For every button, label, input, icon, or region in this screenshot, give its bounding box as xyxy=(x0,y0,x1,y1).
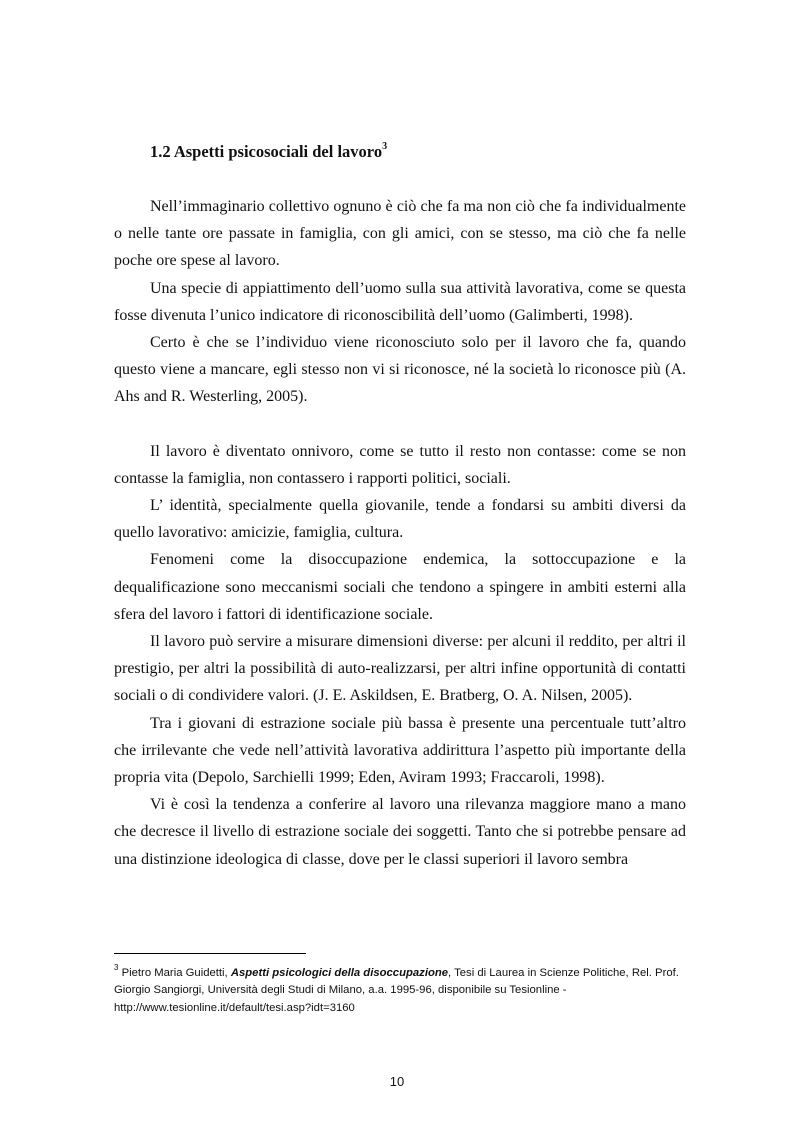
footnote-title: Aspetti psicologici della disoccupazione xyxy=(230,966,449,979)
page-number: 10 xyxy=(389,1074,405,1089)
footnote-number: 3 xyxy=(114,963,119,972)
paragraph: L’ identità, specialmente quella giovanile, tende a fondarsi su ambiti diversi da quello lavorativo: amicizie, famiglia, cultura. xyxy=(114,497,686,542)
footnote-author: Pietro Maria Guidetti, xyxy=(121,966,231,979)
paragraph: Fenomeni come la disoccupazione endemica, la sottoccupazione e la dequalificazione sono meccanismi sociali che tendono a spingere in ambiti esterni alla sfera del lavoro i fattori di identificazione sociale. xyxy=(114,551,686,623)
section-heading-text: 1.2 Aspetti psicosociali del lavoro xyxy=(150,142,383,161)
paragraph: Il lavoro è diventato onnivoro, come se tutto il resto non contasse: come se non contasse la famiglia, non contassero i rapporti politici, sociali. xyxy=(114,442,686,487)
footnote-reference[interactable]: 3 xyxy=(382,140,388,152)
footnote xyxy=(114,960,694,1017)
section-heading xyxy=(150,142,387,162)
paragraph: Vi è così la tendenza a conferire al lavoro una rilevanza maggiore mano a mano che decresce il livello di estrazione sociale dei soggetti. Tanto che si potrebbe pensare ad una distinzione ideologica di classe, dove per le classi superiori il lavoro sembra xyxy=(114,796,686,868)
paragraph: Una specie di appiattimento dell’uomo sulla sua attività lavorativa, come se questa fosse divenuta l’unico indicatore di riconoscibilità dell’uomo (Galimberti, 1998). xyxy=(114,279,686,324)
footnote-divider xyxy=(114,953,306,954)
paragraph: Tra i giovani di estrazione sociale più bassa è presente una percentuale tutt’altro che irrilevante che vede nell’attività lavorativa addirittura l’aspetto più importante della propria vita (Depolo, Sarchielli 1999; Eden, Aviram 1993; Fraccaroli, 1998). xyxy=(114,714,686,787)
body-text xyxy=(114,193,686,873)
paragraph: Nell’immaginario collettivo ognuno è ciò che fa ma non ciò che fa individualmente o nelle tante ore passate in famiglia, con gli amici, con se stesso, ma ciò che fa nelle poche ore spese al lavoro. xyxy=(114,198,686,270)
paragraph: Certo è che se l’individuo viene riconosciuto solo per il lavoro che fa, quando questo viene a mancare, egli stesso non vi si riconosce, né la società lo riconosce più (A. Ahs and R. Westerling, 2005). xyxy=(114,334,686,406)
footnote-details: , Tesi di Laurea in Scienze Politiche, Rel. Prof. Giorgio Sangiorgi, Università degli Studi di Milano, a.a. 1995-96, disponibile su Tesionline - http://www.tesionline.it/default/tesi.asp?idt=3160 xyxy=(114,966,679,1014)
paragraph: Il lavoro può servire a misurare dimensioni diverse: per alcuni il reddito, per altri il prestigio, per altri la possibilità di auto-realizzarsi, per altri infine opportunità di contatti sociali o di condividere valori. (J. E. Askildsen, E. Bratberg, O. A. Nilsen, 2005). xyxy=(114,633,686,705)
